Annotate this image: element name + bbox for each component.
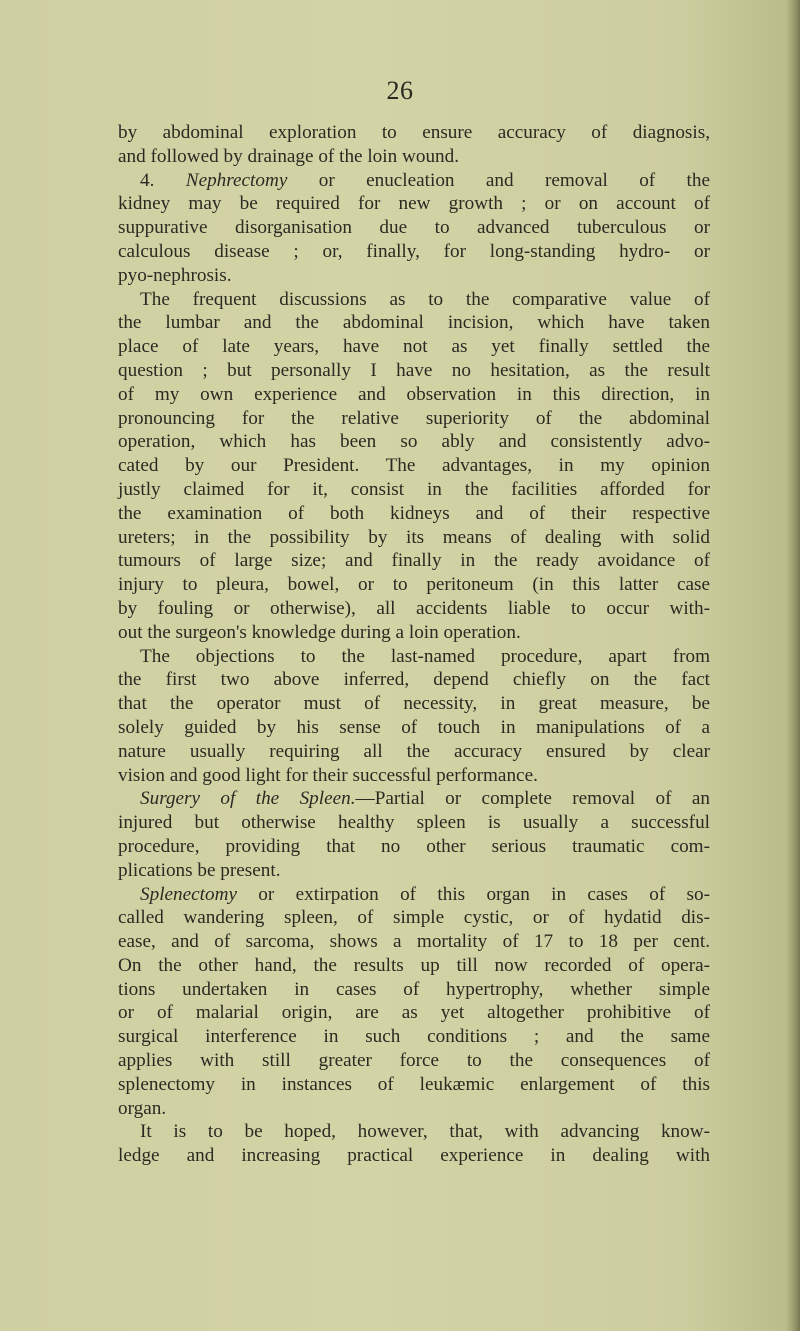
text-line: the examination of both kidneys and of their respective	[118, 502, 710, 524]
text-line: injury to pleura, bowel, or to peritoneum (in this latter case	[118, 574, 710, 596]
text-line: ease, and of sarcoma, shows a mortality of 17 to 18 per cent.	[118, 931, 710, 953]
text-line: of my own experience and observation in this direction, in	[118, 383, 710, 405]
term-nephrectomy: Nephrectomy	[185, 169, 288, 191]
text-fragment: —Partial or complete removal of an	[355, 788, 710, 810]
item-number: 4.	[140, 169, 155, 191]
body-text	[118, 121, 710, 1168]
text-line: by fouling or otherwise), all accidents liable to occur with-	[118, 597, 710, 619]
text-line: pronouncing for the relative superiority of the abdominal	[118, 407, 710, 429]
text-line: cated by our President. The advantages, in my opinion	[118, 455, 710, 477]
page-edge-shadow	[786, 0, 800, 1331]
text-line: ureters; in the possibility by its means of dealing with solid	[118, 526, 710, 548]
text-line: It is to be hoped, however, that, with advancing know-	[140, 1121, 710, 1143]
text-line: solely guided by his sense of touch in manipulations of a	[118, 716, 710, 738]
text-line: The objections to the last-named procedure, apart from	[140, 645, 710, 667]
text-line: that the operator must of necessity, in great measure, be	[118, 693, 710, 715]
text-line: ledge and increasing practical experience in dealing with	[118, 1145, 710, 1167]
spleen-heading-line	[118, 787, 710, 811]
text-line: the first two above inferred, depend chiefly on the fact	[118, 669, 710, 691]
text-line: surgical interference in such conditions ; and the same	[118, 1026, 710, 1048]
text-line: suppurative disorganisation due to advanced tuberculous or	[118, 217, 710, 239]
text-line: On the other hand, the results up till now recorded of opera-	[118, 954, 710, 976]
text-line: plications be present.	[118, 859, 281, 881]
text-line: question ; but personally I have no hesitation, as the result	[118, 359, 710, 381]
text-line: the lumbar and the abdominal incision, which have taken	[118, 312, 710, 334]
text-line: splenectomy in instances of leukæmic enlargement of this	[118, 1073, 710, 1095]
text-line: tumours of large size; and finally in the ready avoidance of	[118, 550, 710, 572]
page-number: 26	[386, 76, 414, 105]
text-line: procedure, providing that no other serious traumatic com-	[118, 835, 710, 857]
text-line: operation, which has been so ably and consistently advo-	[118, 431, 710, 453]
text-line: organ.	[118, 1097, 167, 1119]
text-line: The frequent discussions as to the comparative value of	[140, 288, 710, 310]
text-line: pyo-nephrosis.	[118, 264, 232, 286]
term-splenectomy: Splenectomy	[140, 883, 237, 905]
splenectomy-line	[118, 883, 710, 907]
text-line: injured but otherwise healthy spleen is usually a successful	[118, 812, 710, 834]
term-surgery-of-spleen: Surgery of the Spleen.	[140, 788, 356, 810]
nephrectomy-line	[118, 169, 710, 193]
text-line: kidney may be required for new growth ; or on account of	[118, 193, 710, 215]
text-fragment: or extirpation of this organ in cases of so-	[236, 883, 710, 905]
text-line: justly claimed for it, consist in the facilities afforded for	[118, 478, 710, 500]
text-line: or of malarial origin, are as yet altogether prohibitive of	[118, 1002, 710, 1024]
text-line: out the surgeon's knowledge during a loin operation.	[118, 621, 521, 643]
text-line: applies with still greater force to the consequences of	[118, 1050, 710, 1072]
text-line: calculous disease ; or, finally, for long-standing hydro- or	[118, 240, 710, 262]
text-line: by abdominal exploration to ensure accuracy of diagnosis,	[118, 122, 710, 143]
text-line: nature usually requiring all the accuracy ensured by clear	[118, 740, 710, 762]
text-fragment: or enucleation and removal of the	[287, 169, 710, 191]
text-line: called wandering spleen, of simple cystic, or of hydatid dis-	[118, 907, 710, 929]
text-line: tions undertaken in cases of hypertrophy, whether simple	[118, 978, 710, 1000]
text-line: and followed by drainage of the loin wound.	[118, 145, 460, 167]
text-line: place of late years, have not as yet finally settled the	[118, 336, 710, 358]
text-line: vision and good light for their successful performance.	[118, 764, 538, 786]
